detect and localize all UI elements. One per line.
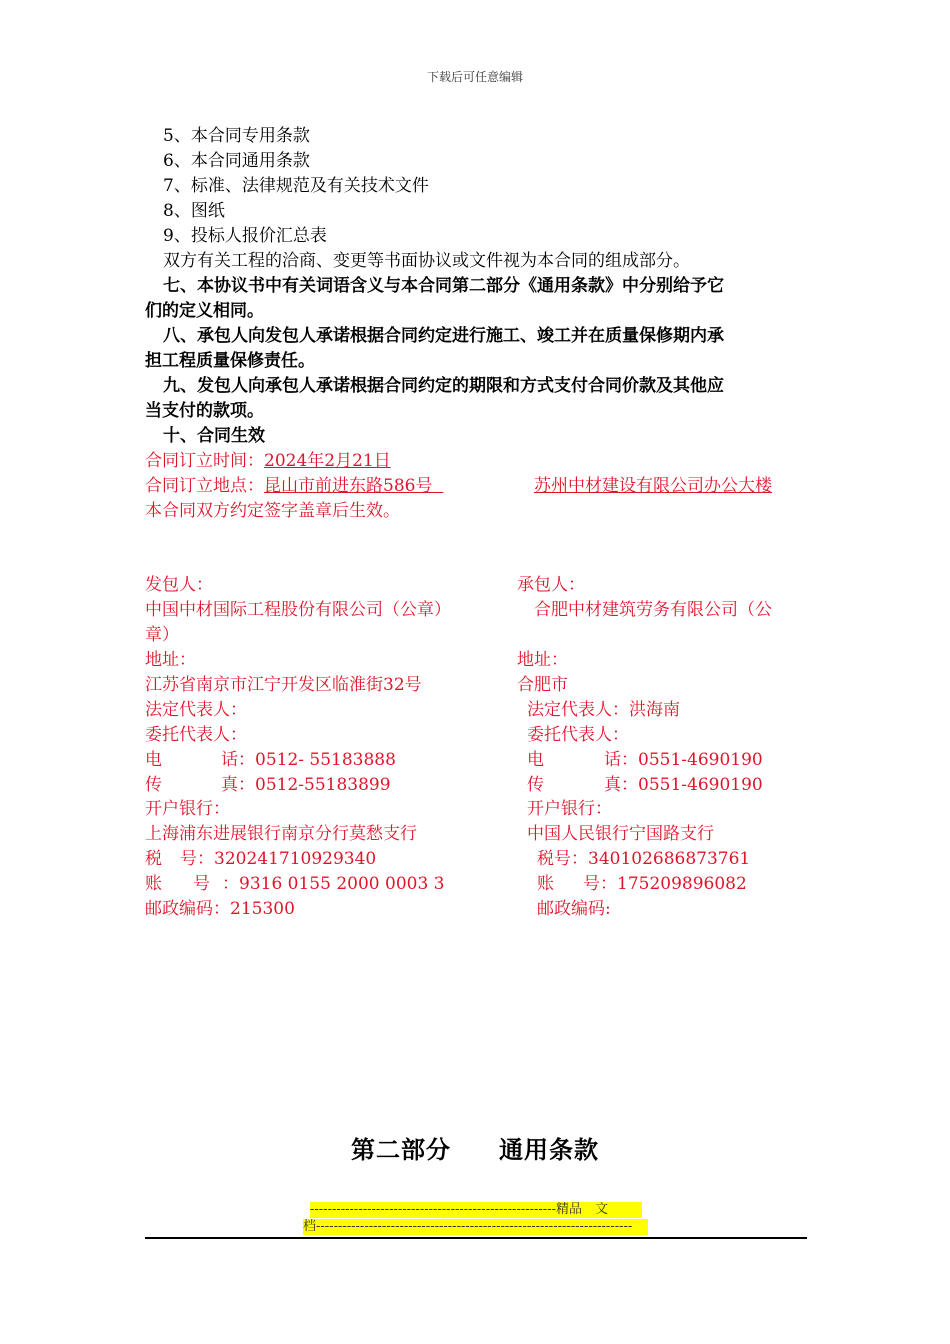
clause-10: 十、合同生效 [163,426,265,446]
sign-time [145,449,391,474]
employer-tax-label: 税 [145,849,162,869]
footer-divider [145,1237,807,1239]
contractor-fax-label: 传 [527,775,544,795]
contractor-tax: 税号：340102686873761 [537,849,751,869]
contractor-account-label: 账 [537,874,554,894]
contractor-address-label: 地址： [517,650,568,670]
employer-phone-label: 电 [145,750,162,770]
clause-8-line1: 八、承包人向发包人承诺根据合同约定进行施工、竣工并在质量保修期内承 [163,326,724,346]
effect-statement: 本合同双方约定签字盖章后生效。 [145,501,400,521]
employer-address: 江苏省南京市江宁开发区临淮街32号 [145,675,422,695]
contractor-role: 承包人： [517,575,585,595]
employer-account-label2: 号 [193,874,210,894]
clause-9-line2: 当支付的款项。 [145,401,264,421]
list-item: 9、投标人报价汇总表 [163,226,327,246]
employer-name-line2: 章） [145,625,179,645]
employer-role: 发包人： [145,575,213,595]
sign-time-label: 合同订立时间： [145,451,264,471]
list-item: 6、本合同通用条款 [163,151,310,171]
employer-legal-rep: 法定代表人： [145,700,247,720]
employer-fax: 真：0512-55183899 [221,775,391,795]
sign-place-building: 苏州中材建设有限公司办公大楼 [534,476,772,496]
employer-bank-label: 开户银行： [145,799,230,819]
employer-tax: 号：320241710929340 [180,849,377,869]
footer-watermark-line1: --------------------------------------------------------精品 文 [310,1202,642,1218]
composition-paragraph: 双方有关工程的洽商、变更等书面协议或文件视为本合同的组成部分。 [163,251,690,271]
employer-account: ：9316 0155 2000 0003 3 [222,874,445,894]
contractor-address: 合肥市 [517,675,568,695]
contractor-legal-rep: 法定代表人：洪海南 [527,700,680,720]
contractor-agent: 委托代表人： [527,725,629,745]
contractor-phone-label: 电 [527,750,544,770]
employer-account-label: 账 [145,874,162,894]
contractor-account: 号：175209896082 [583,874,747,894]
sign-time-value: 2024年2月21日 [264,451,391,471]
sign-place-value: 昆山市前进东路586号 [264,476,433,496]
employer-bank: 上海浦东进展银行南京分行莫愁支行 [145,824,417,844]
contractor-bank-label: 开户银行： [527,799,612,819]
contractor-postcode: 邮政编码: [537,899,611,919]
clause-8-line2: 担工程质量保修责任。 [145,351,315,371]
header-note: 下载后可任意编辑 [426,70,523,84]
clause-7-line2: 们的定义相同。 [145,301,264,321]
employer-agent: 委托代表人： [145,725,247,745]
contractor-fax: 真：0551-4690190 [604,775,763,795]
employer-postcode: 邮政编码：215300 [145,899,295,919]
employer-name: 中国中材国际工程股份有限公司（公章） [145,600,451,620]
sign-place [145,474,443,499]
part-title-left: 第二部分 [351,1136,451,1164]
contractor-phone: 话：0551-4690190 [604,750,763,770]
list-item: 7、标准、法律规范及有关技术文件 [163,176,429,196]
part-title [0,1130,950,1165]
employer-address-label: 地址： [145,650,196,670]
part-title-right: 通用条款 [499,1136,599,1164]
sign-place-label: 合同订立地点： [145,476,264,496]
list-item: 5、本合同专用条款 [163,126,310,146]
employer-fax-label: 传 [145,775,162,795]
contractor-bank: 中国人民银行宁国路支行 [527,824,714,844]
clause-7-line1: 七、本协议书中有关词语含义与本合同第二部分《通用条款》中分别给予它 [163,276,724,296]
clause-9-line1: 九、发包人向承包人承诺根据合同约定的期限和方式支付合同价款及其他应 [163,376,724,396]
list-item: 8、图纸 [163,201,225,221]
contractor-name: 合肥中材建筑劳务有限公司（公 [534,600,772,620]
footer-watermark-line2: 档------------------------------------------------------------------------ [303,1219,648,1235]
employer-phone: 话：0512- 55183888 [221,750,396,770]
